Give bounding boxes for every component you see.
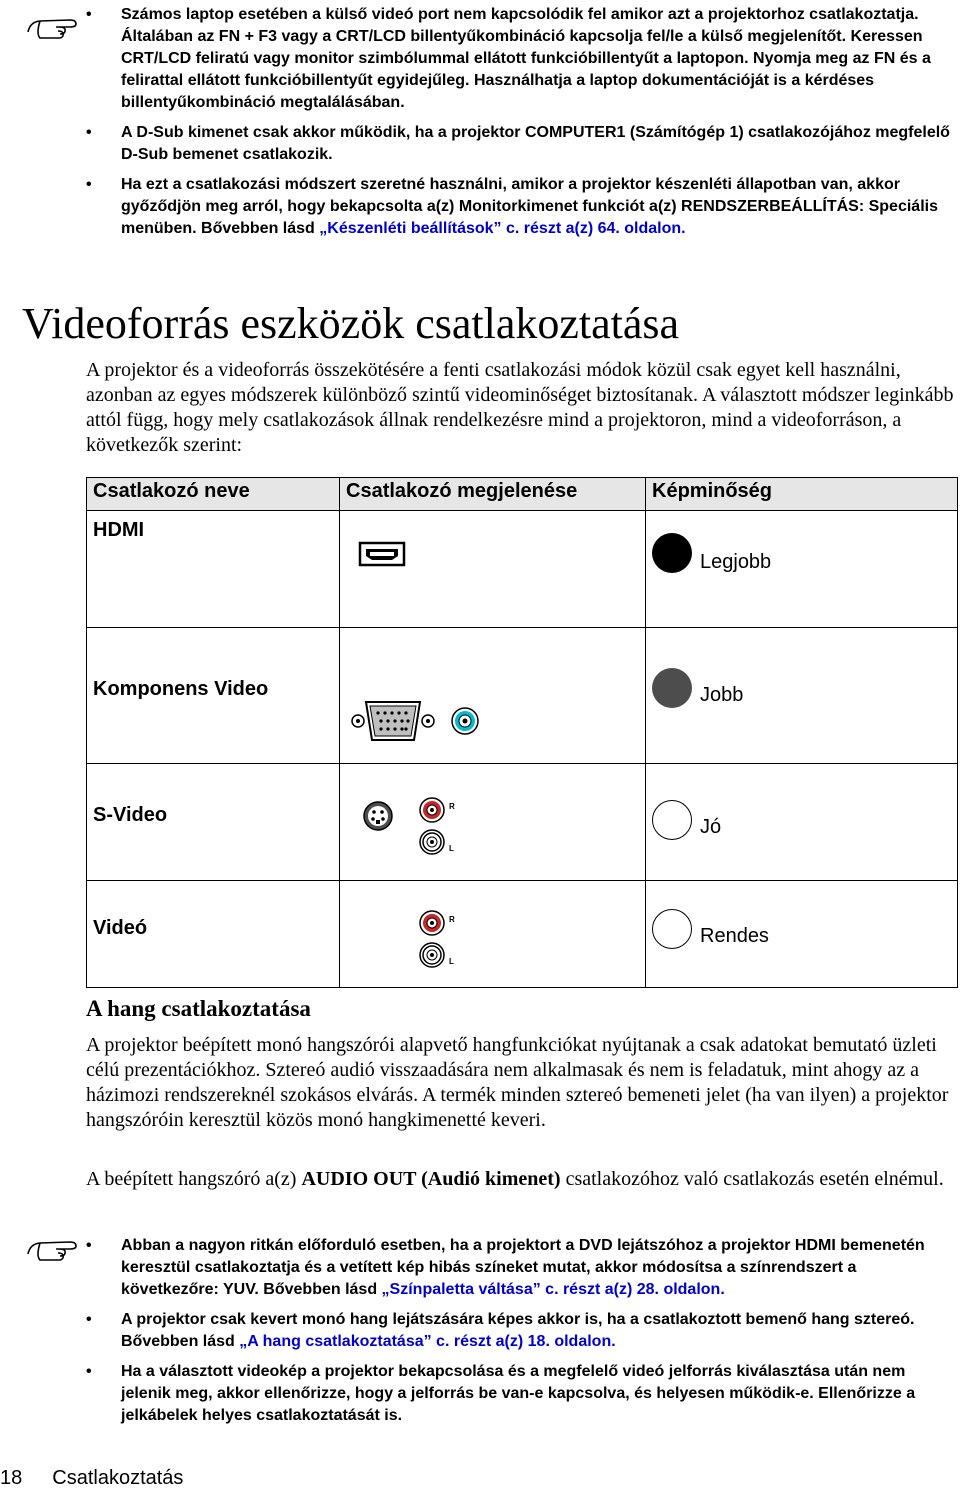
note-list-bottom <box>86 1235 936 1435</box>
rca-port-white-icon <box>418 941 446 969</box>
pointing-hand-icon <box>26 1232 78 1264</box>
audio-paragraph-1: A projektor beépített monó hangszórói alapvető hangfunkciókat nyújtanak a csak adatokat bemutató üzleti célú prezentációkhoz. Sztereó audió visszaadására nem alkalmasak és nem is feladatuk, mint ahogy az a házimozi rendszereknél szokásos elvárás. A termék minden sztereó bemeneti jelet (ha van ilyen) a projektor hangszóróin keresztül közös monó hangkimenetté keveri. <box>86 1034 949 1131</box>
note-bullet <box>86 1361 936 1427</box>
note-text: A D-Sub kimenet csak akkor működik, ha a projektor COMPUTER1 (Számítógép 1) csatlakozójához megfelelő D-Sub bemenet csatlakozik. <box>121 124 950 163</box>
rca-left-label: L <box>449 957 454 966</box>
cross-reference-link[interactable]: „Készenléti beállítások” <box>319 220 502 237</box>
note-text: A projektor csak kevert monó hang lejátszására képes akkor is, ha a csatlakoztott bemenő hang sztereó. Bővebben lásd <box>121 1311 915 1350</box>
cross-reference-link[interactable]: „A hang csatlakoztatása” c. részt a(z) 18. oldalon. <box>239 1333 616 1350</box>
audio-para2-text-end: csatlakozóhoz való csatlakozás esetén elnémul. <box>560 1168 944 1190</box>
rca-left-label: L <box>449 844 454 853</box>
connector-name: Videó <box>87 881 340 988</box>
connector-name: S-Video <box>87 764 340 881</box>
connector-name: Komponens Video <box>87 628 340 764</box>
connector-appearance <box>340 511 646 628</box>
quality-cell <box>646 764 958 881</box>
note-list-top <box>86 4 952 248</box>
quality-dot-icon <box>652 800 692 840</box>
rca-right-label: R <box>449 802 455 811</box>
rca-right-label: R <box>449 915 455 924</box>
pointing-hand-icon <box>26 10 78 42</box>
quality-cell <box>646 628 958 764</box>
footer-section: Csatlakoztatás <box>52 1467 184 1489</box>
note-bullet <box>86 4 952 114</box>
audio-paragraph-2 <box>86 1167 954 1192</box>
note-text: Ha a választott videokép a projektor bekapcsolása és a megfelelő videó jelforrás kiválasztása után nem jelenik meg, akkor ellenőrizze, hogy a jelforrás be van-e kapcsolva, és helyesen működik-e. Ellenőrizze a jelkábelek helyes csatlakoztatását is. <box>121 1363 916 1424</box>
table-row <box>87 881 958 988</box>
note-bullet <box>86 174 952 240</box>
audio-out-label: AUDIO OUT (Audió kimenet) <box>301 1168 561 1190</box>
note-text: Ha ezt a csatlakozási módszert szeretné használni, amikor a projektor készenléti állapotban van, akkor győződjön meg arról, hogy bekapcsolta a(z) Monitorkimenet funkciót a(z) RENDSZERBEÁLLÍTÁS: Speciális menüben. Bővebben lásd <box>121 176 938 237</box>
audio-para2-text: A beépített hangszóró a(z) <box>86 1168 302 1190</box>
quality-label: Legjobb <box>700 551 772 573</box>
quality-label: Rendes <box>700 925 769 947</box>
quality-label: Jó <box>700 816 722 838</box>
quality-cell <box>646 511 958 628</box>
connector-name: HDMI <box>87 511 340 628</box>
quality-dot-icon <box>652 533 692 573</box>
col-header-quality: Képminőség <box>646 478 958 511</box>
col-header-appearance: Csatlakozó megjelenése <box>340 478 646 511</box>
vga-port-icon <box>350 698 436 744</box>
table-row <box>87 764 958 881</box>
note-text: Abban a nagyon ritkán előforduló esetben, ha a projektort a DVD lejátszóhoz a projektor HDMI bemenetén keresztül csatlakoztatja és a vetített kép hibás színeket mutat, akkor módosítsa a színrendszert a következőre: YUV. Bővebben lásd <box>121 1237 925 1298</box>
table-row <box>87 628 958 764</box>
page-footer <box>0 1467 213 1490</box>
rca-port-cyan-icon <box>450 706 480 736</box>
svideo-port-icon <box>362 800 394 832</box>
cross-reference-link[interactable]: c. részt a(z) 64. oldalon. <box>501 220 686 237</box>
quality-cell <box>646 881 958 988</box>
rca-port-red-icon <box>418 909 446 937</box>
table-header-row <box>87 478 958 511</box>
connector-appearance <box>340 764 646 881</box>
hdmi-port-icon <box>358 541 406 567</box>
note-bullet <box>86 1309 936 1353</box>
connector-appearance <box>340 881 646 988</box>
section-title: Videoforrás eszközök csatlakoztatása <box>22 299 680 348</box>
note-text: Számos laptop esetében a külső videó port nem kapcsolódik fel amikor azt a projektorhoz csatlakoztatja. Általában az FN + F3 vagy a CRT/LCD billentyűkombináció kapcsolja fel/le a külső megjelenítőt. Keressen CRT/LCD feliratú vagy monitor szimbólummal ellátott funkcióbillentyűt a laptopon. Nyomja meg az FN és a felirattal ellátott funkcióbillentyűt egyidejűleg. Használhatja a laptop dokumentációját is a kérdéses billentyűkombináció megtalálásában. <box>121 6 931 111</box>
connector-table <box>86 477 958 988</box>
col-header-name: Csatlakozó neve <box>87 478 340 511</box>
intro-paragraph: A projektor és a videoforrás összekötésére a fenti csatlakozási módok közül csak egyet kell használni, azonban az egyes módszerek különböző szintű videominőséget biztosítanak. A választott módszer leginkább attól függ, hogy mely csatlakozások állnak rendelkezésre mind a projektoron, mind a videoforráson, a következők szerint: <box>86 359 954 456</box>
rca-port-white-icon <box>418 828 446 856</box>
table-row <box>87 511 958 628</box>
cross-reference-link[interactable]: „Színpaletta váltása” c. részt a(z) 28. oldalon. <box>381 1281 725 1298</box>
connector-appearance <box>340 628 646 764</box>
note-bullet <box>86 1235 936 1301</box>
audio-section-title: A hang csatlakoztatása <box>86 996 311 1021</box>
note-bullet <box>86 122 952 166</box>
rca-port-red-icon <box>418 796 446 824</box>
quality-dot-icon <box>652 668 692 708</box>
quality-label: Jobb <box>700 684 744 706</box>
page-number: 18 <box>0 1467 23 1489</box>
quality-dot-icon <box>652 909 692 949</box>
